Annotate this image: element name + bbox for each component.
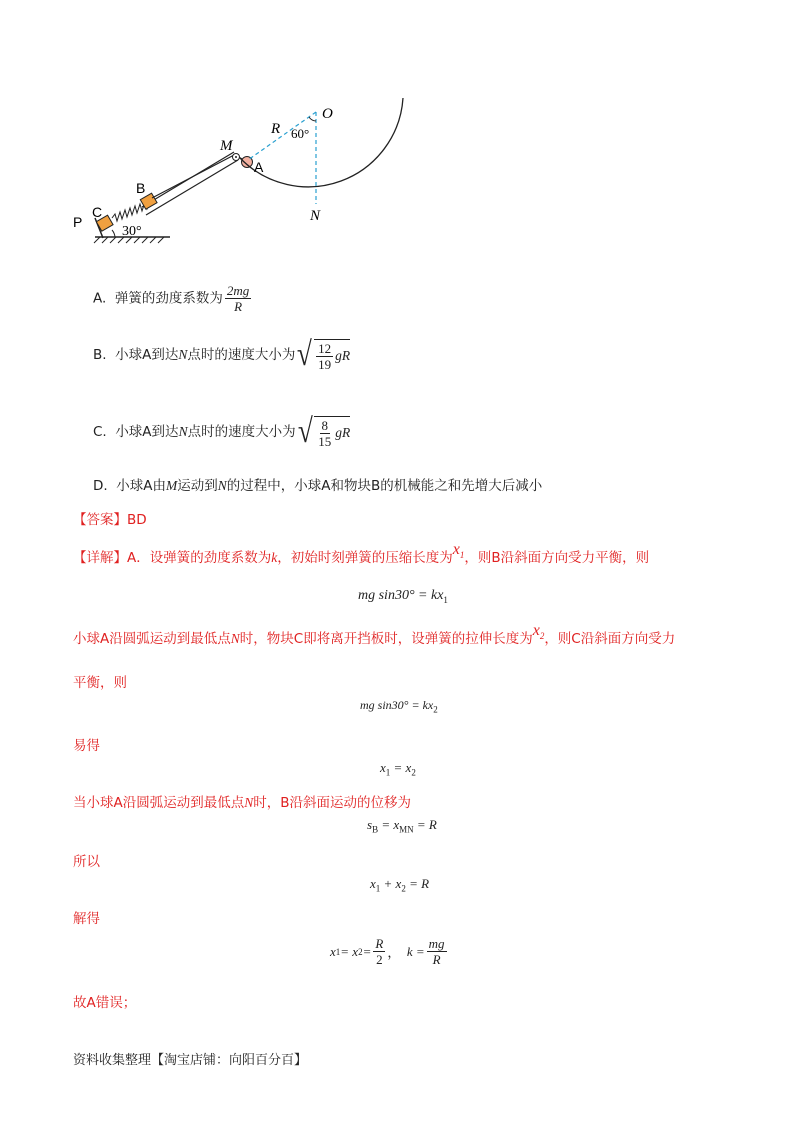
label-P: P <box>73 214 83 230</box>
angle-arc-O <box>309 117 316 121</box>
detail-yide: 易得 <box>73 738 100 754</box>
answer-value: BD <box>127 512 147 528</box>
equation-2: mg $\sin 30^\circ = kx_2$ <box>360 698 438 715</box>
equation-5: $x_1 + x_2 = R$ <box>370 876 430 894</box>
equation-6: x 1 = x 2 = $\frac{R}{2}$ ， k = $\frac{mg}{R}$ <box>330 936 445 967</box>
option-c: C. 小球A到达N点时的速度大小为 √ $\frac{8}{15}$ gR <box>93 413 351 450</box>
label-R: R <box>271 121 281 137</box>
label-M: M <box>220 138 233 154</box>
incline-lower <box>146 160 238 215</box>
detail-para-3: 当小球A沿圆弧运动到最低点N时，B沿斜面运动的位移为 <box>73 795 412 811</box>
option-c-sqrt: √ $\frac{8}{15}$ gR <box>297 413 351 450</box>
option-b-sqrt: √ $\frac{12}{19}$ gR <box>297 336 351 373</box>
label-A: A <box>254 159 264 175</box>
physics-figure <box>60 90 430 250</box>
detail-para-2: 小球A沿圆弧运动到最低点N时，物块C即将离开挡板时，设弹簧的拉伸长度为$x_2$，则C沿斜面方向受力 <box>73 622 676 647</box>
option-b: B. 小球A到达N点时的速度大小为 √ $\frac{12}{19}$ gR <box>93 336 351 373</box>
equation-4: $s_B = x_{MN} = R$ <box>367 817 437 835</box>
detail-suoyi: 所以 <box>73 854 100 870</box>
equation-3: $x_1 = x_2$ <box>380 760 416 778</box>
option-a-fraction: $\frac{2mg}{R}$ <box>226 283 250 314</box>
page-footer: 资料收集整理【淘宝店铺：向阳百分百】 <box>73 1053 308 1068</box>
detail-jiede: 解得 <box>73 911 100 927</box>
answer-line: 【答案】BD <box>73 512 147 528</box>
detail-intro: 【详解】A．设弹簧的劲度系数为k，初始时刻弹簧的压缩长度为$x_1$，则B沿斜面方向受力平衡，则 <box>73 541 650 566</box>
option-a: A. 弹簧的劲度系数为 $\frac{2mg}{R}$ <box>93 283 250 314</box>
detail-conclusion: 故A错误； <box>73 995 137 1011</box>
label-angle-60: 60° <box>291 126 310 141</box>
rod-top <box>152 154 236 198</box>
angle-arc-30 <box>112 230 115 237</box>
label-O: O <box>322 106 333 122</box>
option-d: D. 小球A由M运动到N的过程中，小球A和物块B的机械能之和先增大后减小 <box>93 478 543 494</box>
label-N: N <box>310 208 321 224</box>
equation-1: mg $\sin 30^\circ = kx_1$ <box>358 588 448 605</box>
label-B: B <box>136 180 146 196</box>
label-C: C <box>92 204 103 220</box>
detail-para-2-cont: 平衡，则 <box>73 675 127 691</box>
label-angle-30: 30° <box>122 224 142 239</box>
